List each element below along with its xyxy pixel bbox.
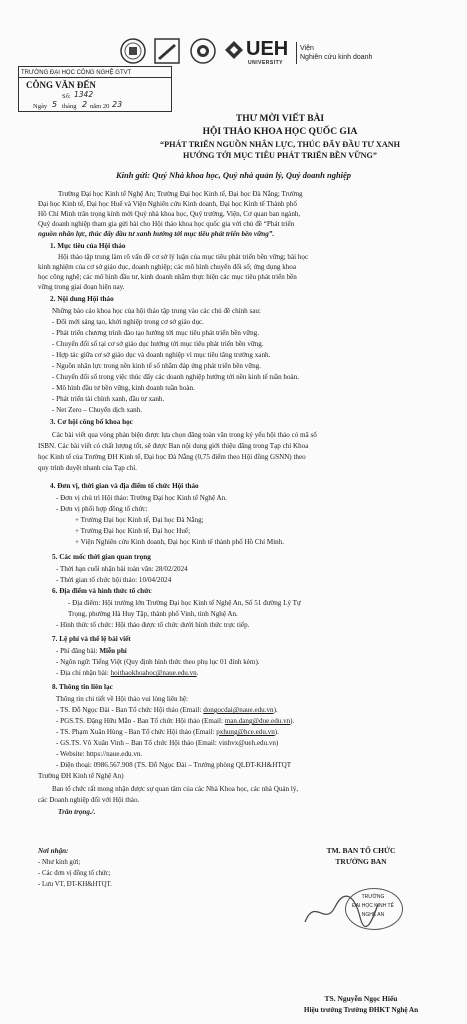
intro-line-5: nguồn nhân lực, thúc đẩy đầu tư xanh hướng tới mục tiêu phát triển bền vững”. xyxy=(38,230,275,238)
s1-line-4: vững trong giai đoạn hiện nay. xyxy=(38,283,125,291)
s3-line-1: Các bài viết qua vòng phản biện được lựa chọn đăng toàn văn trong kỷ yếu hội thảo có mã số xyxy=(52,431,317,439)
signature-scribble-icon xyxy=(300,892,380,932)
s8-contact-4 xyxy=(56,738,278,748)
stamp-title: CÔNG VĂN ĐẾN xyxy=(26,80,96,90)
stamp-divider xyxy=(18,77,171,78)
closing-regards: Trân trọng./. xyxy=(58,808,96,816)
s7-email-end: . xyxy=(196,669,199,677)
intro-line-3: Hồ Chí Minh trân trọng kính mời Quý nhà khoa học, Quý trường, Viện, Cơ quan ban ngành, xyxy=(38,210,301,218)
s3-line-3: học Kinh tế của Trường ĐH Kinh tế, Đại học Đà Nẵng (0,75 điểm theo Hội đồng GSNN) theo xyxy=(38,453,306,461)
s2-heading: 2. Nội dung Hội thảo xyxy=(50,295,114,303)
s8-contact-1-end: ). xyxy=(273,706,278,714)
stamp-date-label-1: Ngày xyxy=(33,103,48,110)
square-logo-icon xyxy=(154,38,180,64)
s5-item-2: - Thời gian tổ chức hội thảo: 10/04/2024 xyxy=(56,576,172,584)
intro-line-4: Quý doanh nghiệp tham gia gửi bài cho Hội thảo khoa học quốc gia với chủ đề “Phát triển xyxy=(38,220,295,228)
greeting: Kính gửi: Quý Nhà khoa học, Quý nhà quản lý, Quý doanh nghiệp xyxy=(115,170,352,180)
s2-item-1: - Đổi mới sáng tạo, khởi nghiệp trong cơ sở giáo dục. xyxy=(52,318,204,326)
s7-fee-label: - Phí đăng bài: xyxy=(56,647,100,655)
stamp-date-label-3: năm 20 xyxy=(90,103,110,110)
s8-phone-1: - Điện thoại: 0986.567.908 (TS. Đỗ Ngọc Đài – Trưởng phòng QLĐT-KH&HTQT xyxy=(56,761,292,769)
s2-item-8: - Phát triển tài chính xanh, đầu tư xanh. xyxy=(52,395,165,403)
s3-line-4: quy trình duyệt nhanh của Tạp chí. xyxy=(38,464,137,472)
stamp-date-label-2: tháng xyxy=(62,103,77,110)
stamp-school: TRƯỜNG ĐẠI HỌC CÔNG NGHỆ GTVT xyxy=(21,70,132,76)
s7-email xyxy=(56,668,198,678)
s6-line-1: - Địa điểm: Hội trường lớn Trường Đại học Kinh tế Nghệ An, Số 51 đường Lý Tự xyxy=(68,599,301,607)
s2-item-4: - Hợp tác giữa cơ sở giáo dục và doanh nghiệp vì mục tiêu tăng trưởng xanh. xyxy=(52,351,271,359)
s4-co-label: - Đơn vị phối hợp đồng tổ chức: xyxy=(56,505,148,513)
s8-contact-1-text: - TS. Đỗ Ngọc Đài - Ban Tổ chức Hội thảo (Email: xyxy=(56,706,204,714)
recipient-3: - Lưu VT, ĐT-KH&HTQT. xyxy=(38,881,112,888)
title-line-4: HƯỚNG TỚI MỤC TIÊU PHÁT TRIỂN BỀN VỮNG” xyxy=(182,151,378,160)
s8-contact-2-end: ). xyxy=(290,717,295,725)
s1-line-2: kinh nghiệm của cơ sở giáo dục, doanh nghiệp; các mô hình chuyển đổi số; ứng dụng khoa xyxy=(38,263,297,271)
s2-item-6: - Chuyển đổi số trong việc thúc đẩy các doanh nghiệp hướng tới nền kinh tế tuần hoàn. xyxy=(52,373,299,381)
s7-language: - Ngôn ngữ: Tiếng Việt (Quy định hình thức theo phụ lục 01 đính kèm). xyxy=(56,658,260,666)
seal-logo-1-icon xyxy=(120,38,146,64)
seal-line-3: NGHỆ AN xyxy=(361,912,385,918)
s7-fee-value: Miễn phí xyxy=(99,647,127,655)
s2-item-2: - Phát triển chương trình đào tạo hướng tới mục tiêu phát triển bền vững. xyxy=(52,329,259,337)
ueh-mark: UEH xyxy=(246,38,289,60)
s2-lead: Những báo cáo khoa học của hội thảo tập trung vào các chủ đề chính sau: xyxy=(52,307,261,315)
s8-contact-3-end: ). xyxy=(274,728,279,736)
s8-contact-2-email[interactable]: man.dang@due.edu.vn xyxy=(224,717,291,725)
s8-lead: Thông tin chi tiết về Hội thảo vui lòng liên hệ: xyxy=(56,695,188,703)
s7-heading: 7. Lệ phí và thể lệ bài viết xyxy=(52,635,131,643)
s4-co-item-3: + Viện Nghiên cứu Kinh doanh, Đại học Kinh tế thành phố Hồ Chí Minh. xyxy=(75,538,285,546)
s3-heading: 3. Cơ hội công bố khoa học xyxy=(50,418,133,426)
institute-line-1: Viện xyxy=(300,45,314,52)
signature-name: TS. Nguyễn Ngọc Hiếu xyxy=(324,994,398,1003)
institute-line-2: Nghiên cứu kinh doanh xyxy=(300,54,373,61)
s2-item-9: - Net Zero – Chuyển dịch xanh. xyxy=(52,406,143,414)
s8-contact-3 xyxy=(56,727,279,737)
signature-org: TM. BAN TỔ CHỨC xyxy=(326,846,396,855)
recipient-1: - Như kính gửi; xyxy=(38,859,81,866)
signature-role: TRƯỞNG BAN xyxy=(335,857,387,866)
s5-item-1: - Thời hạn cuối nhận bài toàn văn: 28/02/2024 xyxy=(56,565,188,573)
seal-line-2: ĐẠI HỌC KINH TẾ xyxy=(352,903,394,909)
s6-line-2: Trọng, phường Hà Huy Tập, thành phố Vinh, tỉnh Nghệ An. xyxy=(68,610,238,618)
s8-website[interactable]: - Website: https://naue.edu.vn. xyxy=(56,750,143,758)
s8-contact-3-text: - TS. Phạm Xuân Hùng - Ban Tổ chức Hội thảo (Email: xyxy=(56,728,217,736)
intro-line-1: Trường Đại học Kinh tế Nghệ An; Trường Đại học Kinh tế, Đại học Đà Nẵng; Trường xyxy=(58,190,303,198)
s8-contact-1-email[interactable]: dongocdai@naue.edu.vn xyxy=(203,706,274,714)
s8-contact-1 xyxy=(56,705,278,715)
signature-title: Hiệu trưởng Trường ĐHKT Nghệ An xyxy=(303,1006,419,1014)
seal-logo-2-icon xyxy=(190,38,216,64)
s7-fee xyxy=(56,646,127,656)
s8-contact-3-email[interactable]: pxhung@hce.edu.vn xyxy=(216,728,275,736)
stamp-number-value: 1342 xyxy=(74,90,94,99)
s5-heading: 5. Các mốc thời gian quan trọng xyxy=(52,553,151,561)
s8-contact-2 xyxy=(56,716,294,726)
s8-phone-2: Trường ĐH Kinh tế Nghệ An) xyxy=(38,772,124,780)
s7-email-link[interactable]: hoithaokhoahoc@naue.edu.vn xyxy=(110,669,197,677)
s1-heading: 1. Mục tiêu của Hội thảo xyxy=(50,242,126,250)
closing-line-2: các Doanh nghiệp đối với Hội thảo. xyxy=(38,796,140,804)
s1-line-3: học công nghệ; các mô hình đầu tư, kinh doanh nhằm thực hiện các mục tiêu phát triển bền xyxy=(38,273,297,281)
s6-line-3: - Hình thức tổ chức: Hội thảo được tổ chức dưới hình thức trực tiếp. xyxy=(56,621,250,629)
s7-email-label: - Địa chỉ nhận bài: xyxy=(56,669,111,677)
stamp-number-label: Số: xyxy=(62,93,71,100)
stamp-date-day: 5 xyxy=(52,100,58,109)
recipients-heading: Nơi nhận: xyxy=(38,847,69,855)
ueh-sub: UNIVERSITY xyxy=(248,60,284,66)
s8-heading: 8. Thông tin liên lạc xyxy=(52,683,113,691)
stamp-date-month: 2 xyxy=(82,100,88,109)
s1-line-1: Hội thảo tập trung làm rõ vấn đề cơ sở lý luận của mục tiêu phát triển bền vững; bài học xyxy=(58,253,309,261)
title-line-3: “PHÁT TRIỂN NGUỒN NHÂN LỰC, THÚC ĐẨY ĐẦU TƯ XANH xyxy=(159,140,401,149)
s4-host: - Đơn vị chủ trì Hội thảo: Trường Đại học Kinh tế Nghệ An. xyxy=(56,494,227,502)
intro-line-2: Đại học Kinh tế, Đại học Huế và Viện Nghiên cứu Kinh doanh, Đại học Kinh tế Thành phố xyxy=(38,200,297,208)
s4-heading: 4. Đơn vị, thời gian và địa điểm tổ chức Hội thảo xyxy=(50,482,199,490)
s8-contact-2-text: - PGS.TS. Đặng Hữu Mẫn - Ban Tổ chức Hội thảo (Email: xyxy=(56,717,225,725)
s2-item-5: - Nguồn nhân lực trong nền kinh tế số nhằm đáp ứng phát triển bền vững. xyxy=(52,362,261,370)
title-line-1: THƯ MỜI VIẾT BÀI xyxy=(235,114,325,124)
seal-line-1: TRƯỜNG xyxy=(361,894,385,900)
title-line-2: HỘI THẢO KHOA HỌC QUỐC GIA xyxy=(202,127,358,137)
s6-heading: 6. Địa điểm và hình thức tổ chức xyxy=(52,587,152,595)
s3-line-2: ISBN. Các bài viết có chất lượng tốt, sẽ được Ban nội dung giới thiệu đăng trong Tạp chí Khoa xyxy=(38,442,309,450)
s2-item-3: - Chuyển đổi số tại cơ sở giáo dục hướng tới mục tiêu phát triển bền vững. xyxy=(52,340,264,348)
header-divider xyxy=(296,42,297,64)
closing-line-1: Ban tổ chức rất mong nhận được sự quan tâm của các Nhà Khoa học, các nhà Quản lý, xyxy=(52,785,299,793)
s8-contact-4-text: - GS.TS. Võ Xuân Vinh – Ban Tổ chức Hội thảo (Email: vinhvx@ueh.edu.vn) xyxy=(56,739,279,747)
recipient-2: - Các đơn vị đồng tổ chức; xyxy=(38,870,111,877)
s4-co-item-2: + Trường Đại học Kinh tế, Đại học Huế; xyxy=(75,527,191,535)
stamp-date-year: 23 xyxy=(112,100,123,109)
s2-item-7: - Mô hình đầu tư bền vững, kinh doanh tuần hoàn. xyxy=(52,384,195,392)
s4-co-item-1: + Trường Đại học Kinh tế, Đại học Đà Nẵng; xyxy=(75,516,204,524)
ueh-logo-icon xyxy=(224,40,244,60)
